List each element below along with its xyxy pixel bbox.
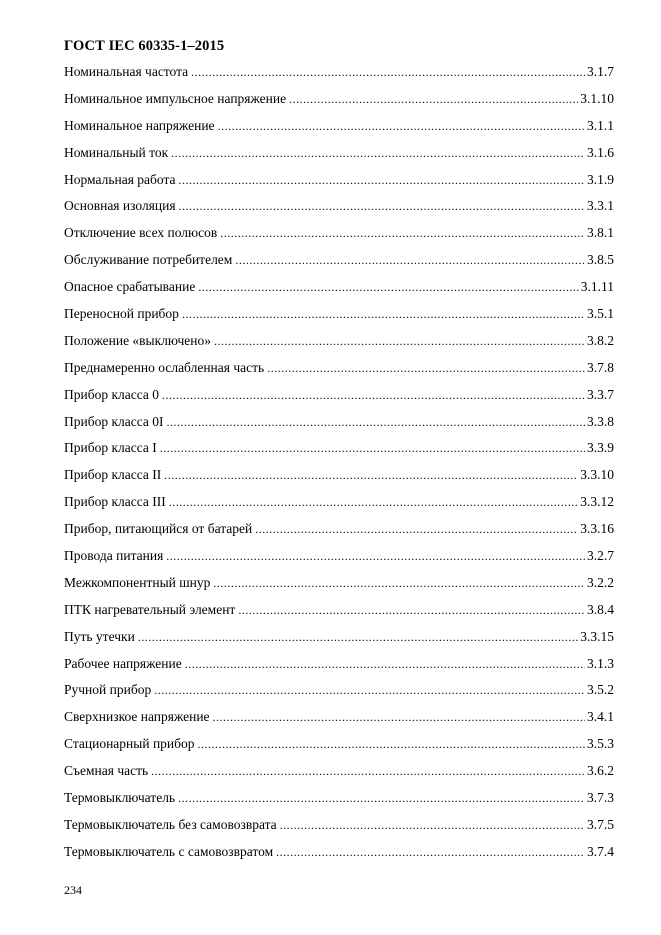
page-number: 234 xyxy=(64,883,82,897)
dot-leader xyxy=(154,682,585,698)
index-entry xyxy=(64,360,614,387)
index-entry xyxy=(64,387,614,414)
index-entry xyxy=(64,225,614,252)
index-entry xyxy=(64,64,614,91)
dot-leader xyxy=(171,145,585,161)
index-ref: 3.7.5 xyxy=(587,816,614,832)
index-ref: 3.5.2 xyxy=(587,682,614,698)
dot-leader xyxy=(198,279,578,295)
index-term: Межкомпонентный шнур xyxy=(64,574,211,590)
dot-leader xyxy=(218,118,585,134)
index-term: Положение «выключено» xyxy=(64,332,211,348)
index-ref: 3.8.4 xyxy=(587,601,614,617)
document-title: ГОСТ IEC 60335-1–2015 xyxy=(64,38,225,54)
index-ref: 3.5.3 xyxy=(587,736,614,752)
index-ref: 3.3.1 xyxy=(587,198,614,214)
index-entry xyxy=(64,602,614,629)
index-term: Ручной прибор xyxy=(64,682,152,698)
dot-leader xyxy=(267,360,585,376)
index-entry xyxy=(64,252,614,279)
index-entry xyxy=(64,844,614,871)
index-ref: 3.3.8 xyxy=(587,413,614,429)
index-entry xyxy=(64,817,614,844)
dot-leader xyxy=(164,467,578,483)
index-term: Термовыключатель без самовозврата xyxy=(64,816,277,832)
index-term: Отключение всех полюсов xyxy=(64,225,218,241)
index-ref: 3.1.3 xyxy=(587,655,614,671)
index-entry xyxy=(64,91,614,118)
index-ref: 3.1.6 xyxy=(587,144,614,160)
index-ref: 3.1.1 xyxy=(587,117,614,133)
index-entry xyxy=(64,736,614,763)
index-entry xyxy=(64,575,614,602)
index-ref: 3.6.2 xyxy=(587,763,614,779)
index-term: Переносной прибор xyxy=(64,306,179,322)
index-entry xyxy=(64,279,614,306)
index-ref: 3.2.7 xyxy=(587,548,614,564)
index-ref: 3.1.7 xyxy=(587,64,614,79)
dot-leader xyxy=(169,494,578,510)
index-term: Прибор, питающийся от батарей xyxy=(64,521,253,537)
index-term: Сверхнизкое напряжение xyxy=(64,709,210,725)
index-entry xyxy=(64,763,614,790)
index-term: Термовыключатель с самовозвратом xyxy=(64,843,274,859)
index-ref: 3.3.16 xyxy=(580,521,614,537)
index-entry xyxy=(64,709,614,736)
index-ref: 3.3.12 xyxy=(580,494,614,510)
dot-leader xyxy=(179,172,585,188)
dot-leader xyxy=(182,306,585,322)
index-ref: 3.3.15 xyxy=(580,628,614,644)
index-term: Опасное срабатывание xyxy=(64,279,196,295)
index-ref: 3.8.2 xyxy=(587,332,614,348)
index-term: Прибор класса III xyxy=(64,494,166,510)
dot-leader xyxy=(162,387,585,403)
dot-leader xyxy=(276,844,585,860)
index-entry xyxy=(64,548,614,575)
index-term: Провода питания xyxy=(64,548,164,564)
index-entry xyxy=(64,440,614,467)
index-entry xyxy=(64,467,614,494)
index-entry xyxy=(64,521,614,548)
term-index-list xyxy=(64,64,614,871)
index-term: Съемная часть xyxy=(64,763,149,779)
index-ref: 3.7.3 xyxy=(587,790,614,806)
dot-leader xyxy=(213,709,585,725)
index-term: Термовыключатель xyxy=(64,790,176,806)
index-term: Путь утечки xyxy=(64,628,135,644)
dot-leader xyxy=(235,252,585,268)
dot-leader xyxy=(138,629,578,645)
index-term: Прибор класса II xyxy=(64,467,162,483)
dot-leader xyxy=(289,91,578,107)
index-term: Стационарный прибор xyxy=(64,736,195,752)
index-ref: 3.7.8 xyxy=(587,359,614,375)
index-term: Обслуживание потребителем xyxy=(64,252,233,268)
index-term: ПТК нагревательный элемент xyxy=(64,601,236,617)
index-entry xyxy=(64,494,614,521)
dot-leader xyxy=(220,225,585,241)
dot-leader xyxy=(214,333,585,349)
index-entry xyxy=(64,145,614,172)
index-term: Нормальная работа xyxy=(64,171,176,187)
index-ref: 3.5.1 xyxy=(587,306,614,322)
index-term: Прибор класса 0 xyxy=(64,386,160,402)
index-term: Основная изоляция xyxy=(64,198,176,214)
index-entry xyxy=(64,118,614,145)
index-term: Номинальное импульсное напряжение xyxy=(64,90,287,106)
index-entry xyxy=(64,172,614,199)
dot-leader xyxy=(179,198,585,214)
dot-leader xyxy=(280,817,585,833)
index-entry xyxy=(64,682,614,709)
dot-leader xyxy=(198,736,585,752)
index-term: Прибор класса 0I xyxy=(64,413,164,429)
index-entry xyxy=(64,414,614,441)
index-entry xyxy=(64,629,614,656)
index-ref: 3.3.10 xyxy=(580,467,614,483)
index-term: Рабочее напряжение xyxy=(64,655,182,671)
index-ref: 3.3.9 xyxy=(587,440,614,456)
index-entry xyxy=(64,198,614,225)
index-term: Номинальный ток xyxy=(64,144,169,160)
index-entry xyxy=(64,306,614,333)
index-term: Номинальное напряжение xyxy=(64,117,215,133)
index-ref: 3.8.1 xyxy=(587,225,614,241)
index-ref: 3.8.5 xyxy=(587,252,614,268)
dot-leader xyxy=(151,763,585,779)
index-ref: 3.3.7 xyxy=(587,386,614,402)
dot-leader xyxy=(178,790,585,806)
index-ref: 3.2.2 xyxy=(587,574,614,590)
dot-leader xyxy=(160,440,585,456)
index-ref: 3.1.9 xyxy=(587,171,614,187)
index-ref: 3.4.1 xyxy=(587,709,614,725)
index-ref: 3.1.11 xyxy=(580,279,614,295)
index-term: Преднамеренно ослабленная часть xyxy=(64,359,265,375)
dot-leader xyxy=(167,414,585,430)
index-entry xyxy=(64,656,614,683)
index-entry xyxy=(64,333,614,360)
dot-leader xyxy=(191,64,585,80)
dot-leader xyxy=(213,575,585,591)
index-entry xyxy=(64,790,614,817)
index-ref: 3.1.10 xyxy=(580,90,614,106)
dot-leader xyxy=(238,602,585,618)
index-ref: 3.7.4 xyxy=(587,843,614,859)
dot-leader xyxy=(255,521,578,537)
dot-leader xyxy=(185,656,585,672)
index-term: Номинальная частота xyxy=(64,64,189,79)
dot-leader xyxy=(166,548,585,564)
index-term: Прибор класса I xyxy=(64,440,157,456)
